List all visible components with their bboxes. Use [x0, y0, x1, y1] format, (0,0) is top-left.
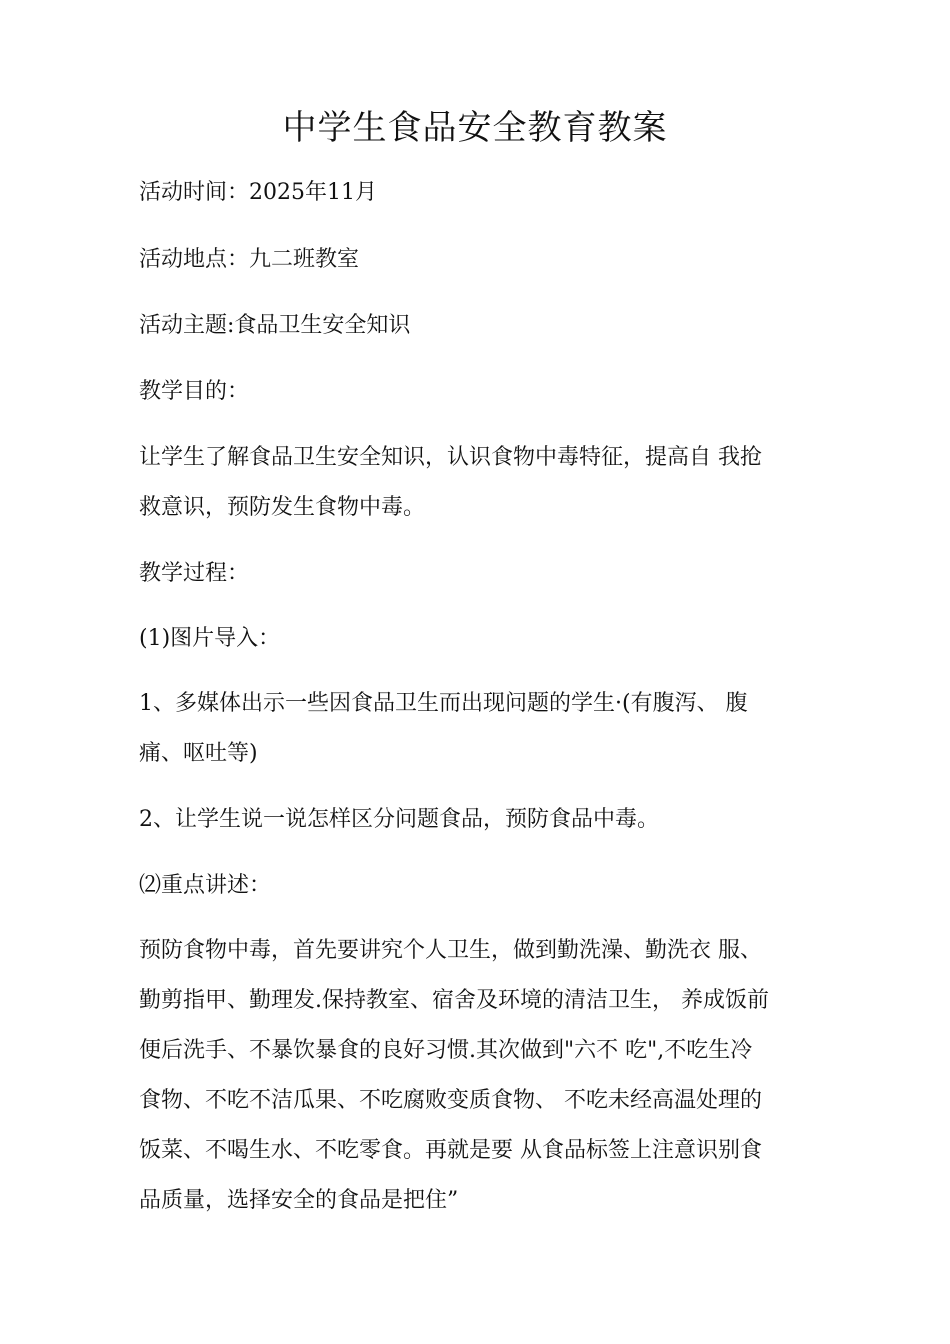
process-heading: 教学过程： — [139, 561, 250, 586]
step2-heading: ⑵重点讲述： — [139, 873, 272, 898]
goal-line: 让学生了解食品卫生安全知识，认识食物中毒特征，提高自 我抢 — [139, 445, 762, 470]
activity-time: 活动时间：2025年11月 — [139, 180, 377, 205]
focus-line: 食物、不吃不洁瓜果、不吃腐败变质食物、 不吃未经高温处理的 — [139, 1088, 762, 1113]
document-title: 中学生食品安全教育教案 — [282, 108, 668, 148]
item1-line: 痛、呕吐等) — [139, 741, 258, 766]
focus-line: 品质量，选择安全的食品是把住” — [139, 1188, 459, 1213]
item2-line: 2、让学生说一说怎样区分问题食品，预防食品中毒。 — [139, 807, 659, 832]
focus-line: 饭菜、不喝生水、不吃零食。再就是要 从食品标签上注意识别食 — [139, 1138, 762, 1163]
item1-line: 1、多媒体出示一些因食品卫生而出现问题的学生·(有腹泻、 腹 — [139, 691, 748, 716]
step1-heading: (1)图片导入： — [139, 626, 281, 651]
focus-line: 预防食物中毒，首先要讲究个人卫生，做到勤洗澡、勤洗衣 服、 — [139, 938, 762, 963]
activity-theme: 活动主题:食品卫生安全知识 — [139, 313, 411, 338]
focus-paragraph — [139, 926, 829, 1226]
activity-place: 活动地点：九二班教室 — [139, 247, 360, 272]
focus-line: 便后洗手、不暴饮暴食的良好习惯.其次做到"六不 吃",不吃生冷 — [139, 1038, 753, 1063]
focus-line: 勤剪指甲、勤理发.保持教室、宿舍及环境的清洁卫生， 养成饭前 — [139, 988, 769, 1013]
goal-paragraph — [139, 433, 829, 533]
goal-heading: 教学目的： — [139, 379, 250, 404]
item1-paragraph — [139, 679, 829, 779]
goal-line: 救意识，预防发生食物中毒。 — [139, 495, 426, 520]
